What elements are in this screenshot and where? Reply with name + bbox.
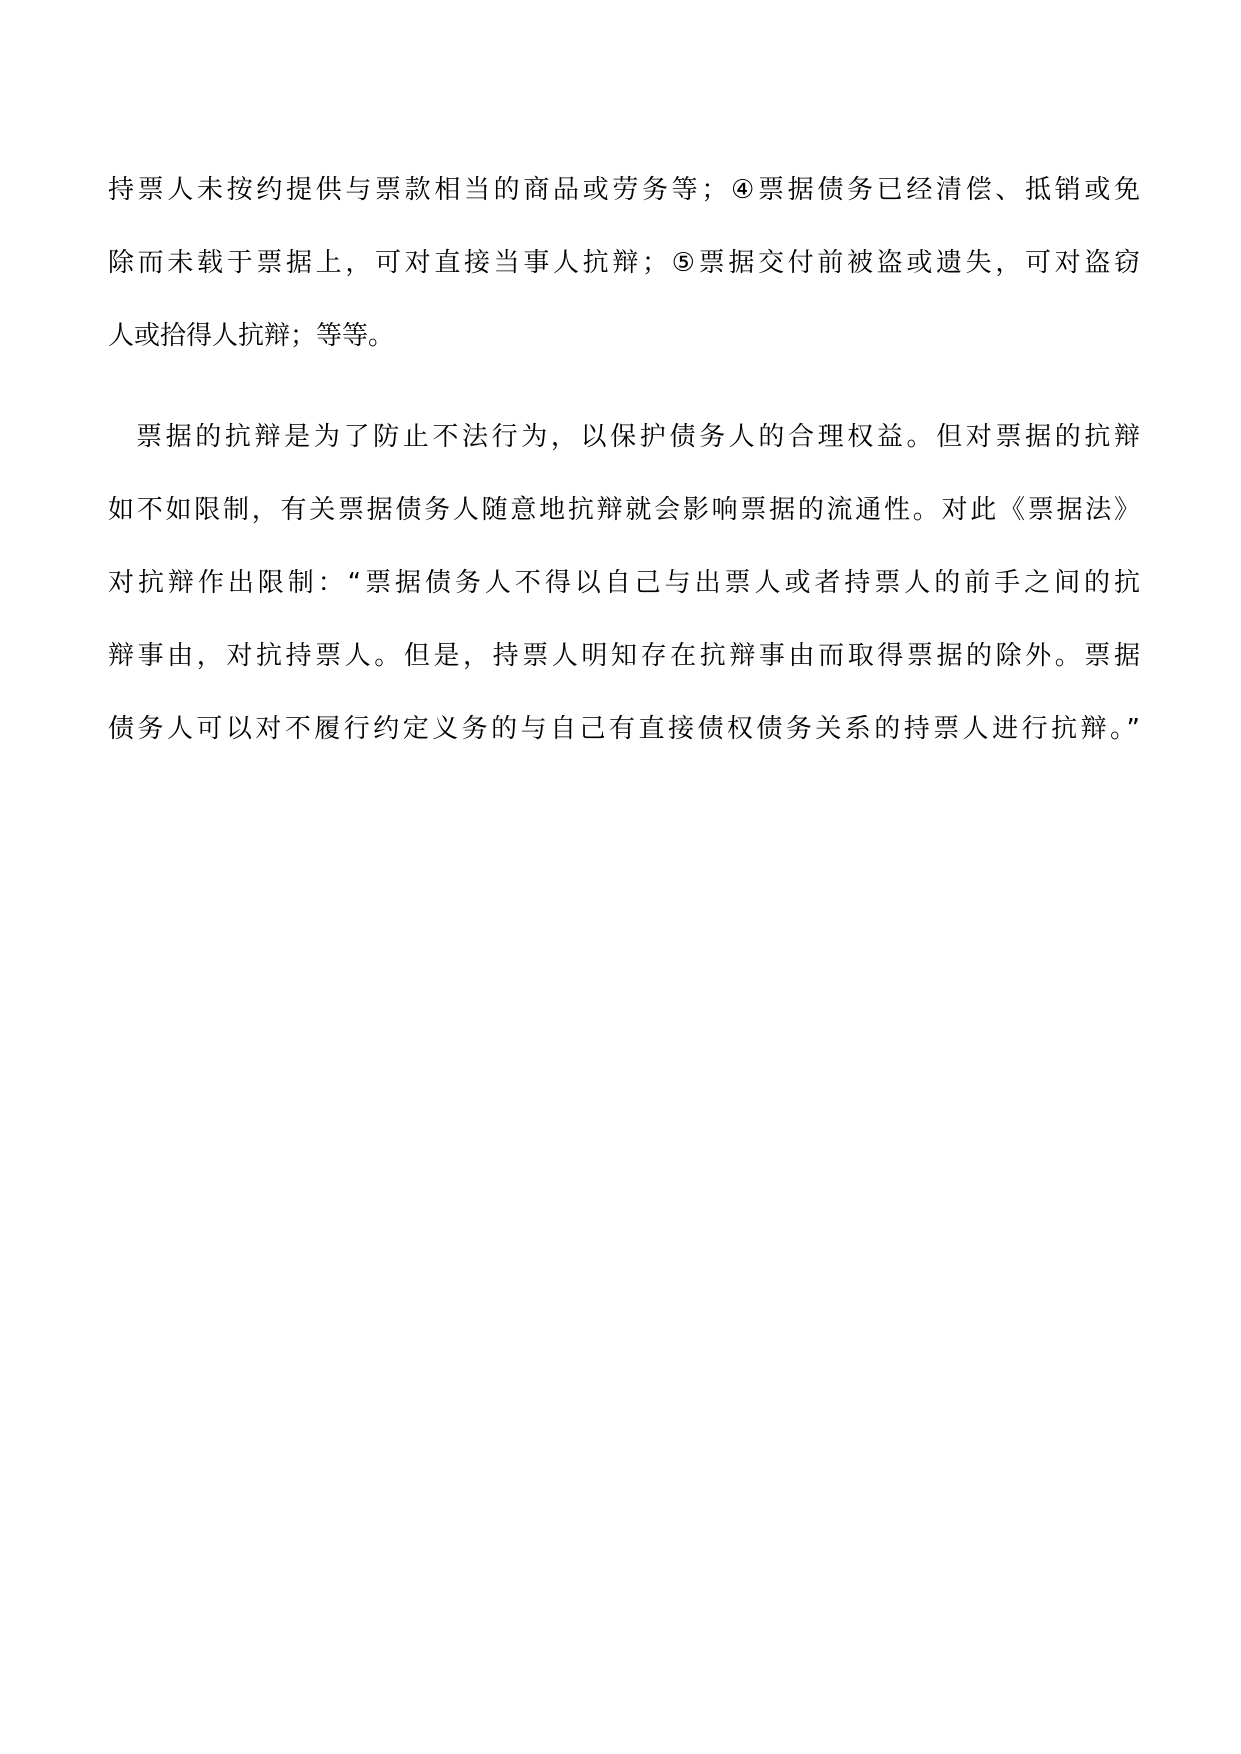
paragraph-1-line-2: 除而未载于票据上，可对直接当事人抗辩；⑤票据交付前被盗或遗失，可对盗窃: [108, 248, 1140, 278]
paragraph-1-line-3: 人或拾得人抗辩；等等。: [108, 321, 395, 351]
paragraph-2-line-1: 票据的抗辩是为了防止不法行为，以保护债务人的合理权益。但对票据的抗辩: [136, 422, 1140, 452]
paragraph-2-line-2: 如不如限制，有关票据债务人随意地抗辩就会影响票据的流通性。对此《票据法》: [108, 495, 1140, 525]
paragraph-1-line-1: 持票人未按约提供与票款相当的商品或劳务等；④票据债务已经清偿、抵销或免: [108, 175, 1140, 205]
paragraph-2-line-5: 债务人可以对不履行约定义务的与自己有直接债权债务关系的持票人进行抗辩。”: [108, 714, 1140, 744]
paragraph-2-line-3: 对抗辩作出限制：“票据债务人不得以自己与出票人或者持票人的前手之间的抗: [108, 568, 1140, 598]
paragraph-2-line-4: 辩事由，对抗持票人。但是，持票人明知存在抗辩事由而取得票据的除外。票据: [108, 641, 1140, 671]
